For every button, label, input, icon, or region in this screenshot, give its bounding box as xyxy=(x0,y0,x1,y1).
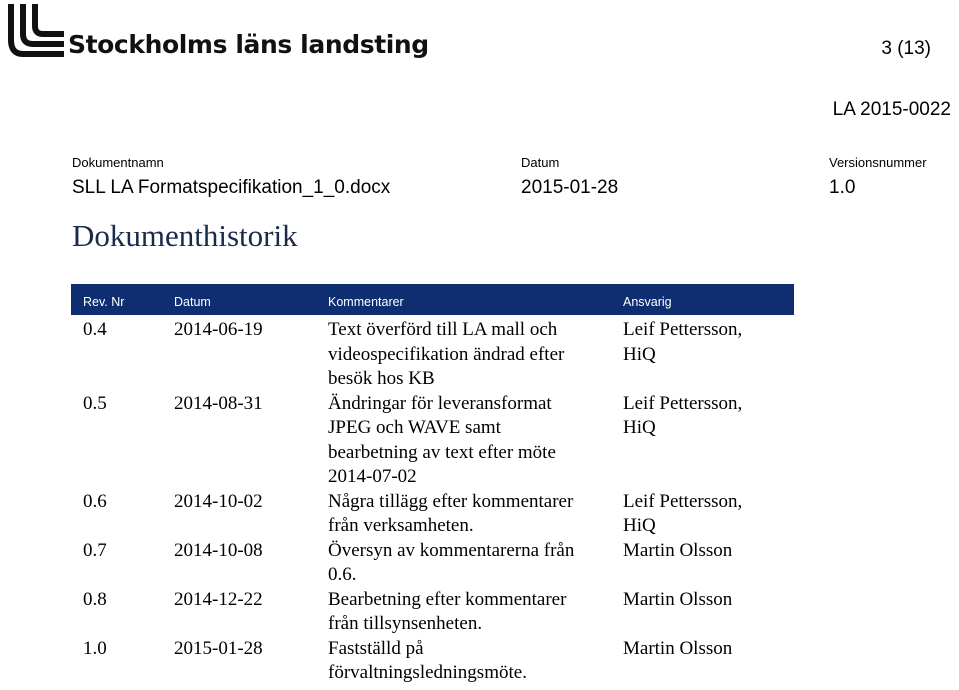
rev-cell: 0.8 xyxy=(83,588,107,610)
responsible-line: Leif Pettersson, xyxy=(623,392,743,414)
responsible-cell xyxy=(611,392,794,490)
comment-line: Några tillägg efter kommentarer xyxy=(328,490,574,512)
date-label: Datum xyxy=(521,155,560,170)
responsible-cell xyxy=(611,315,794,392)
date-cell: 2014-06-19 xyxy=(174,319,263,340)
section-title: Dokumenthistorik xyxy=(72,218,298,253)
date-value: 2015-01-28 xyxy=(521,177,619,198)
responsible-line: Leif Pettersson, xyxy=(623,319,743,340)
rev-cell: 0.4 xyxy=(83,319,107,340)
comment-line: Ändringar för leveransformat xyxy=(328,392,552,414)
comment-line: Fastställd på xyxy=(328,637,424,659)
document-name-value: SLL LA Formatspecifikation_1_0.docx xyxy=(72,177,391,198)
date-cell: 2014-10-02 xyxy=(174,490,263,512)
table-row xyxy=(71,315,794,392)
document-reference: LA 2015-0022 xyxy=(832,99,951,120)
comment-line: 2014-07-02 xyxy=(328,466,417,487)
table-row xyxy=(71,392,794,490)
rev-cell: 0.7 xyxy=(83,539,107,561)
responsible-cell xyxy=(611,637,794,686)
comment-line: förvaltningsledningsmöte. xyxy=(328,662,527,683)
date-cell: 2014-12-22 xyxy=(174,588,263,610)
table-row xyxy=(71,490,794,539)
responsible-line: Leif Pettersson, xyxy=(623,490,743,512)
comment-cell xyxy=(316,392,611,490)
table-row xyxy=(71,539,794,588)
comment-line: Text överförd till LA mall och xyxy=(328,319,558,340)
comment-cell xyxy=(316,588,611,637)
responsible-cell xyxy=(611,490,794,539)
column-header-date: Datum xyxy=(162,284,316,315)
responsible-line: HiQ xyxy=(623,417,656,438)
date-cell: 2014-10-08 xyxy=(174,539,263,561)
column-header-comment: Kommentarer xyxy=(316,284,611,315)
responsible-line: Martin Olsson xyxy=(623,588,733,610)
table-row xyxy=(71,588,794,637)
comment-line: Bearbetning efter kommentarer xyxy=(328,588,567,610)
version-value: 1.0 xyxy=(829,177,856,198)
responsible-cell xyxy=(611,588,794,637)
responsible-line: Martin Olsson xyxy=(623,539,733,561)
comment-line: bearbetning av text efter möte xyxy=(328,441,556,463)
organization-name: Stockholms läns landsting xyxy=(68,30,429,59)
date-cell: 2014-08-31 xyxy=(174,392,263,414)
document-name-label: Dokumentnamn xyxy=(72,155,164,170)
comment-cell xyxy=(316,490,611,539)
rev-cell: 1.0 xyxy=(83,637,107,659)
rev-cell: 0.6 xyxy=(83,490,107,512)
column-header-rev: Rev. Nr xyxy=(71,284,162,315)
sll-logo-icon xyxy=(2,4,64,60)
comment-line: från tillsynsenheten. xyxy=(328,613,483,634)
comment-line: 0.6. xyxy=(328,564,357,585)
responsible-line: Martin Olsson xyxy=(623,637,733,659)
comment-cell xyxy=(316,315,611,392)
comment-cell xyxy=(316,539,611,588)
comment-line: besök hos KB xyxy=(328,368,435,389)
rev-cell: 0.5 xyxy=(83,392,107,414)
comment-line: JPEG och WAVE samt xyxy=(328,417,501,438)
responsible-line: HiQ xyxy=(623,515,656,536)
responsible-line: HiQ xyxy=(623,343,656,365)
version-label: Versionsnummer xyxy=(829,155,927,170)
history-table-header xyxy=(71,284,794,315)
responsible-cell xyxy=(611,539,794,588)
comment-line: Översyn av kommentarerna från xyxy=(328,539,575,561)
page-number: 3 (13) xyxy=(881,38,931,59)
comment-line: videospecifikation ändrad efter xyxy=(328,343,565,365)
comment-line: från verksamheten. xyxy=(328,515,474,536)
history-table xyxy=(71,284,794,686)
comment-cell xyxy=(316,637,611,686)
column-header-responsible: Ansvarig xyxy=(611,284,794,315)
date-cell: 2015-01-28 xyxy=(174,637,263,659)
table-row xyxy=(71,637,794,686)
